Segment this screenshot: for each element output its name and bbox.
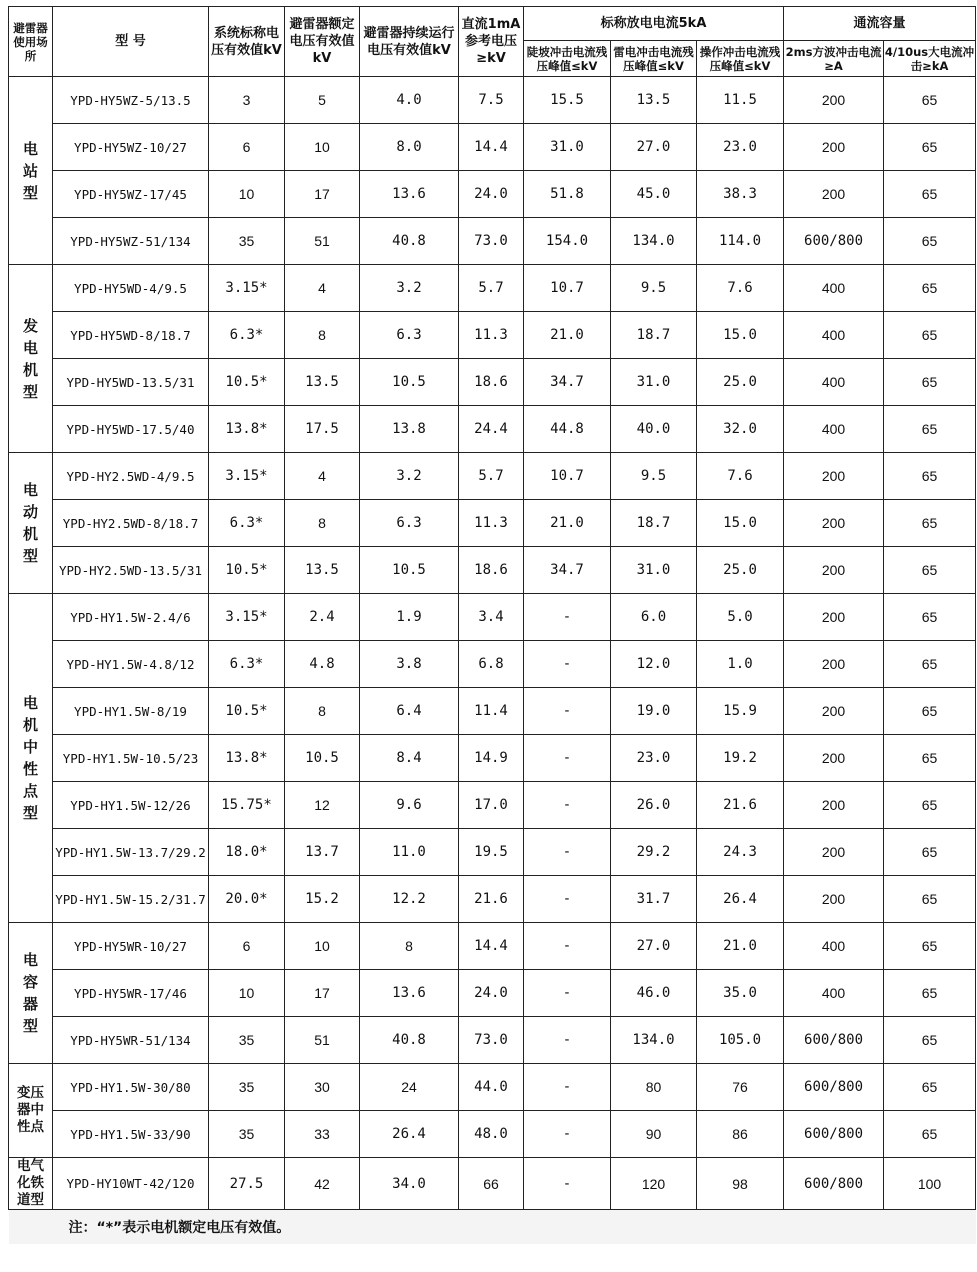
cell-continuous-voltage: 13.8 — [360, 406, 459, 453]
cell-system-voltage: 10.5* — [209, 547, 285, 594]
cell-dc-reference: 44.0 — [459, 1064, 524, 1111]
cell-rated-voltage: 8 — [285, 312, 360, 359]
cell-model: YPD-HY5WR-51/134 — [53, 1017, 209, 1064]
cell-model: YPD-HY5WR-17/46 — [53, 970, 209, 1017]
header-discharge-group: 标称放电电流5kA — [524, 7, 784, 41]
cell-switching-residual: 32.0 — [697, 406, 784, 453]
cell-switching-residual: 23.0 — [697, 124, 784, 171]
cell-continuous-voltage: 26.4 — [360, 1111, 459, 1158]
cell-continuous-voltage: 3.2 — [360, 453, 459, 500]
cell-system-voltage: 13.8* — [209, 406, 285, 453]
cell-switching-residual: 114.0 — [697, 218, 784, 265]
cell-high-current: 65 — [884, 500, 976, 547]
cell-continuous-voltage: 4.0 — [360, 77, 459, 124]
cell-lightning-residual: 18.7 — [611, 500, 697, 547]
cell-model: YPD-HY2.5WD-13.5/31 — [53, 547, 209, 594]
cell-model: YPD-HY5WZ-51/134 — [53, 218, 209, 265]
cell-continuous-voltage: 24 — [360, 1064, 459, 1111]
cell-steep-residual: 31.0 — [524, 124, 611, 171]
table-row — [9, 876, 976, 923]
cell-switching-residual: 105.0 — [697, 1017, 784, 1064]
cell-model: YPD-HY5WD-13.5/31 — [53, 359, 209, 406]
cell-dc-reference: 5.7 — [459, 453, 524, 500]
cell-dc-reference: 24.0 — [459, 970, 524, 1017]
cell-steep-residual: - — [524, 735, 611, 782]
header-model: 型 号 — [53, 7, 209, 77]
cell-continuous-voltage: 13.6 — [360, 970, 459, 1017]
cell-switching-residual: 25.0 — [697, 359, 784, 406]
cell-lightning-residual: 26.0 — [611, 782, 697, 829]
table-row — [9, 218, 976, 265]
cell-square-wave-current: 200 — [784, 171, 884, 218]
cell-high-current: 65 — [884, 876, 976, 923]
footnote: 注：“*”表示电机额定电压有效值。 — [9, 1210, 976, 1245]
cell-dc-reference: 73.0 — [459, 218, 524, 265]
cell-dc-reference: 19.5 — [459, 829, 524, 876]
cell-dc-reference: 5.7 — [459, 265, 524, 312]
cell-switching-residual: 86 — [697, 1111, 784, 1158]
cell-lightning-residual: 12.0 — [611, 641, 697, 688]
spec-table-sheet — [8, 6, 976, 1244]
cell-system-voltage: 10 — [209, 970, 285, 1017]
cell-high-current: 65 — [884, 970, 976, 1017]
cell-switching-residual: 38.3 — [697, 171, 784, 218]
cell-lightning-residual: 134.0 — [611, 1017, 697, 1064]
cell-lightning-residual: 9.5 — [611, 453, 697, 500]
table-row — [9, 641, 976, 688]
cell-high-current: 65 — [884, 547, 976, 594]
cell-square-wave-current: 200 — [784, 453, 884, 500]
table-row — [9, 359, 976, 406]
cell-switching-residual: 26.4 — [697, 876, 784, 923]
cell-steep-residual: 15.5 — [524, 77, 611, 124]
cell-dc-reference: 14.4 — [459, 923, 524, 970]
cell-continuous-voltage: 10.5 — [360, 359, 459, 406]
cell-square-wave-current: 200 — [784, 735, 884, 782]
cell-high-current: 65 — [884, 359, 976, 406]
cell-rated-voltage: 42 — [285, 1158, 360, 1210]
cell-rated-voltage: 8 — [285, 688, 360, 735]
cell-square-wave-current: 200 — [784, 547, 884, 594]
cell-model: YPD-HY1.5W-30/80 — [53, 1064, 209, 1111]
cell-continuous-voltage: 9.6 — [360, 782, 459, 829]
cell-square-wave-current: 200 — [784, 829, 884, 876]
table-row — [9, 77, 976, 124]
cell-system-voltage: 6.3* — [209, 641, 285, 688]
cell-rated-voltage: 15.2 — [285, 876, 360, 923]
cell-switching-residual: 25.0 — [697, 547, 784, 594]
table-row — [9, 406, 976, 453]
table-row — [9, 1158, 976, 1210]
cell-steep-residual: 154.0 — [524, 218, 611, 265]
cell-continuous-voltage: 40.8 — [360, 1017, 459, 1064]
table-row — [9, 171, 976, 218]
cell-rated-voltage: 13.5 — [285, 359, 360, 406]
cell-continuous-voltage: 10.5 — [360, 547, 459, 594]
cell-rated-voltage: 8 — [285, 500, 360, 547]
cell-high-current: 65 — [884, 453, 976, 500]
header-switching: 操作冲击电流残压峰值≤kV — [697, 41, 784, 77]
cell-continuous-voltage: 8.0 — [360, 124, 459, 171]
cell-high-current: 65 — [884, 171, 976, 218]
cell-model: YPD-HY5WD-4/9.5 — [53, 265, 209, 312]
cell-model: YPD-HY10WT-42/120 — [53, 1158, 209, 1210]
cell-lightning-residual: 6.0 — [611, 594, 697, 641]
cell-lightning-residual: 27.0 — [611, 923, 697, 970]
cell-switching-residual: 19.2 — [697, 735, 784, 782]
cell-model: YPD-HY1.5W-12/26 — [53, 782, 209, 829]
table-row — [9, 970, 976, 1017]
table-body — [9, 77, 976, 1210]
cell-continuous-voltage: 3.2 — [360, 265, 459, 312]
header-system-voltage: 系统标称电压有效值kV — [209, 7, 285, 77]
cell-continuous-voltage: 6.3 — [360, 312, 459, 359]
cell-dc-reference: 14.4 — [459, 124, 524, 171]
cell-rated-voltage: 33 — [285, 1111, 360, 1158]
cell-switching-residual: 11.5 — [697, 77, 784, 124]
cell-rated-voltage: 5 — [285, 77, 360, 124]
cell-square-wave-current: 400 — [784, 406, 884, 453]
cell-system-voltage: 35 — [209, 1111, 285, 1158]
category-label: 变压 器中 性点 — [9, 1064, 53, 1158]
cell-square-wave-current: 400 — [784, 265, 884, 312]
table-row — [9, 688, 976, 735]
cell-steep-residual: - — [524, 641, 611, 688]
cell-rated-voltage: 4 — [285, 265, 360, 312]
table-row — [9, 829, 976, 876]
cell-dc-reference: 3.4 — [459, 594, 524, 641]
cell-model: YPD-HY5WD-8/18.7 — [53, 312, 209, 359]
table-row — [9, 1064, 976, 1111]
cell-steep-residual: - — [524, 594, 611, 641]
cell-dc-reference: 11.3 — [459, 500, 524, 547]
cell-dc-reference: 18.6 — [459, 359, 524, 406]
cell-square-wave-current: 200 — [784, 876, 884, 923]
cell-square-wave-current: 200 — [784, 500, 884, 547]
cell-dc-reference: 14.9 — [459, 735, 524, 782]
cell-steep-residual: 21.0 — [524, 500, 611, 547]
cell-dc-reference: 7.5 — [459, 77, 524, 124]
cell-system-voltage: 10 — [209, 171, 285, 218]
cell-rated-voltage: 30 — [285, 1064, 360, 1111]
cell-steep-residual: 10.7 — [524, 265, 611, 312]
cell-switching-residual: 5.0 — [697, 594, 784, 641]
cell-square-wave-current: 200 — [784, 782, 884, 829]
cell-model: YPD-HY1.5W-2.4/6 — [53, 594, 209, 641]
category-label: 电气 化铁 道型 — [9, 1158, 53, 1210]
cell-rated-voltage: 51 — [285, 218, 360, 265]
cell-high-current: 65 — [884, 218, 976, 265]
header-dc-reference: 直流1mA参考电压≥kV — [459, 7, 524, 77]
cell-lightning-residual: 120 — [611, 1158, 697, 1210]
table-row — [9, 500, 976, 547]
cell-switching-residual: 21.0 — [697, 923, 784, 970]
cell-high-current: 65 — [884, 594, 976, 641]
cell-steep-residual: 51.8 — [524, 171, 611, 218]
cell-switching-residual: 35.0 — [697, 970, 784, 1017]
table-row — [9, 782, 976, 829]
table-row — [9, 923, 976, 970]
cell-lightning-residual: 90 — [611, 1111, 697, 1158]
cell-rated-voltage: 17 — [285, 970, 360, 1017]
cell-steep-residual: - — [524, 970, 611, 1017]
cell-high-current: 65 — [884, 688, 976, 735]
cell-dc-reference: 66 — [459, 1158, 524, 1210]
cell-model: YPD-HY5WZ-5/13.5 — [53, 77, 209, 124]
category-label: 发 电 机 型 — [9, 265, 53, 453]
cell-model: YPD-HY1.5W-10.5/23 — [53, 735, 209, 782]
cell-continuous-voltage: 1.9 — [360, 594, 459, 641]
cell-rated-voltage: 4.8 — [285, 641, 360, 688]
cell-switching-residual: 1.0 — [697, 641, 784, 688]
header-steep: 陡坡冲击电流残压峰值≤kV — [524, 41, 611, 77]
cell-square-wave-current: 400 — [784, 970, 884, 1017]
cell-system-voltage: 15.75* — [209, 782, 285, 829]
cell-lightning-residual: 40.0 — [611, 406, 697, 453]
cell-switching-residual: 76 — [697, 1064, 784, 1111]
cell-system-voltage: 6 — [209, 124, 285, 171]
cell-dc-reference: 18.6 — [459, 547, 524, 594]
cell-system-voltage: 35 — [209, 218, 285, 265]
cell-continuous-voltage: 34.0 — [360, 1158, 459, 1210]
cell-model: YPD-HY2.5WD-4/9.5 — [53, 453, 209, 500]
cell-dc-reference: 48.0 — [459, 1111, 524, 1158]
cell-square-wave-current: 400 — [784, 312, 884, 359]
cell-rated-voltage: 51 — [285, 1017, 360, 1064]
cell-rated-voltage: 10.5 — [285, 735, 360, 782]
cell-steep-residual: - — [524, 1111, 611, 1158]
cell-rated-voltage: 17 — [285, 171, 360, 218]
cell-lightning-residual: 19.0 — [611, 688, 697, 735]
cell-lightning-residual: 45.0 — [611, 171, 697, 218]
table-row — [9, 453, 976, 500]
cell-high-current: 100 — [884, 1158, 976, 1210]
cell-system-voltage: 6.3* — [209, 500, 285, 547]
cell-switching-residual: 21.6 — [697, 782, 784, 829]
cell-lightning-residual: 46.0 — [611, 970, 697, 1017]
cell-rated-voltage: 13.5 — [285, 547, 360, 594]
cell-square-wave-current: 200 — [784, 77, 884, 124]
cell-rated-voltage: 12 — [285, 782, 360, 829]
cell-high-current: 65 — [884, 641, 976, 688]
cell-lightning-residual: 134.0 — [611, 218, 697, 265]
cell-lightning-residual: 27.0 — [611, 124, 697, 171]
cell-high-current: 65 — [884, 923, 976, 970]
cell-high-current: 65 — [884, 782, 976, 829]
header-lightning: 雷电冲击电流残压峰值≤kV — [611, 41, 697, 77]
cell-system-voltage: 10.5* — [209, 688, 285, 735]
header-high-current: 4/10us大电流冲击≥kA — [884, 41, 976, 77]
cell-steep-residual: 34.7 — [524, 359, 611, 406]
table-row — [9, 312, 976, 359]
cell-switching-residual: 24.3 — [697, 829, 784, 876]
header-capacity-group: 通流容量 — [784, 7, 976, 41]
cell-steep-residual: - — [524, 923, 611, 970]
cell-continuous-voltage: 3.8 — [360, 641, 459, 688]
cell-switching-residual: 7.6 — [697, 265, 784, 312]
cell-high-current: 65 — [884, 265, 976, 312]
cell-lightning-residual: 31.7 — [611, 876, 697, 923]
table-row — [9, 547, 976, 594]
category-label: 电 动 机 型 — [9, 453, 53, 594]
cell-system-voltage: 10.5* — [209, 359, 285, 406]
cell-system-voltage: 13.8* — [209, 735, 285, 782]
cell-rated-voltage: 2.4 — [285, 594, 360, 641]
cell-model: YPD-HY1.5W-15.2/31.7 — [53, 876, 209, 923]
cell-model: YPD-HY1.5W-33/90 — [53, 1111, 209, 1158]
cell-steep-residual: - — [524, 782, 611, 829]
cell-lightning-residual: 31.0 — [611, 547, 697, 594]
cell-high-current: 65 — [884, 312, 976, 359]
table-row — [9, 735, 976, 782]
cell-model: YPD-HY5WR-10/27 — [53, 923, 209, 970]
cell-system-voltage: 3.15* — [209, 594, 285, 641]
cell-dc-reference: 24.4 — [459, 406, 524, 453]
table-row — [9, 1111, 976, 1158]
cell-system-voltage: 3 — [209, 77, 285, 124]
cell-switching-residual: 15.9 — [697, 688, 784, 735]
cell-model: YPD-HY1.5W-8/19 — [53, 688, 209, 735]
header-continuous-voltage: 避雷器持续运行电压有效值kV — [360, 7, 459, 77]
cell-switching-residual: 15.0 — [697, 312, 784, 359]
cell-continuous-voltage: 8 — [360, 923, 459, 970]
cell-lightning-residual: 29.2 — [611, 829, 697, 876]
cell-system-voltage: 18.0* — [209, 829, 285, 876]
cell-high-current: 65 — [884, 124, 976, 171]
cell-switching-residual: 7.6 — [697, 453, 784, 500]
cell-dc-reference: 11.3 — [459, 312, 524, 359]
cell-continuous-voltage: 12.2 — [360, 876, 459, 923]
cell-lightning-residual: 23.0 — [611, 735, 697, 782]
cell-high-current: 65 — [884, 735, 976, 782]
cell-rated-voltage: 4 — [285, 453, 360, 500]
cell-dc-reference: 11.4 — [459, 688, 524, 735]
cell-steep-residual: - — [524, 1158, 611, 1210]
cell-rated-voltage: 17.5 — [285, 406, 360, 453]
cell-rated-voltage: 10 — [285, 923, 360, 970]
table-row — [9, 1017, 976, 1064]
cell-system-voltage: 6.3* — [209, 312, 285, 359]
category-label: 电 机 中 性 点 型 — [9, 594, 53, 923]
cell-steep-residual: - — [524, 876, 611, 923]
cell-rated-voltage: 10 — [285, 124, 360, 171]
cell-rated-voltage: 13.7 — [285, 829, 360, 876]
cell-lightning-residual: 13.5 — [611, 77, 697, 124]
cell-switching-residual: 15.0 — [697, 500, 784, 547]
cell-square-wave-current: 200 — [784, 641, 884, 688]
category-label: 电 容 器 型 — [9, 923, 53, 1064]
cell-square-wave-current: 600/800 — [784, 1017, 884, 1064]
cell-square-wave-current: 600/800 — [784, 1064, 884, 1111]
cell-dc-reference: 73.0 — [459, 1017, 524, 1064]
cell-steep-residual: - — [524, 829, 611, 876]
cell-high-current: 65 — [884, 829, 976, 876]
cell-dc-reference: 17.0 — [459, 782, 524, 829]
cell-continuous-voltage: 40.8 — [360, 218, 459, 265]
cell-square-wave-current: 600/800 — [784, 1111, 884, 1158]
cell-high-current: 65 — [884, 1064, 976, 1111]
cell-continuous-voltage: 6.4 — [360, 688, 459, 735]
cell-system-voltage: 3.15* — [209, 265, 285, 312]
cell-switching-residual: 98 — [697, 1158, 784, 1210]
table-row — [9, 265, 976, 312]
cell-model: YPD-HY1.5W-13.7/29.2 — [53, 829, 209, 876]
cell-square-wave-current: 400 — [784, 923, 884, 970]
cell-dc-reference: 24.0 — [459, 171, 524, 218]
table-row — [9, 124, 976, 171]
cell-model: YPD-HY2.5WD-8/18.7 — [53, 500, 209, 547]
cell-high-current: 65 — [884, 1017, 976, 1064]
cell-continuous-voltage: 8.4 — [360, 735, 459, 782]
cell-system-voltage: 3.15* — [209, 453, 285, 500]
cell-lightning-residual: 80 — [611, 1064, 697, 1111]
header-location: 避雷器使用场所 — [9, 7, 53, 77]
cell-model: YPD-HY5WZ-17/45 — [53, 171, 209, 218]
cell-square-wave-current: 200 — [784, 124, 884, 171]
cell-steep-residual: 44.8 — [524, 406, 611, 453]
cell-lightning-residual: 31.0 — [611, 359, 697, 406]
cell-continuous-voltage: 13.6 — [360, 171, 459, 218]
cell-high-current: 65 — [884, 77, 976, 124]
cell-system-voltage: 6 — [209, 923, 285, 970]
cell-steep-residual: - — [524, 688, 611, 735]
cell-model: YPD-HY5WZ-10/27 — [53, 124, 209, 171]
cell-square-wave-current: 600/800 — [784, 218, 884, 265]
cell-steep-residual: - — [524, 1017, 611, 1064]
cell-steep-residual: 34.7 — [524, 547, 611, 594]
arrester-spec-table — [8, 6, 976, 1244]
category-label: 电 站 型 — [9, 77, 53, 265]
cell-square-wave-current: 600/800 — [784, 1158, 884, 1210]
header-square-wave: 2ms方波冲击电流≥A — [784, 41, 884, 77]
cell-square-wave-current: 200 — [784, 688, 884, 735]
cell-system-voltage: 35 — [209, 1064, 285, 1111]
cell-system-voltage: 35 — [209, 1017, 285, 1064]
cell-system-voltage: 27.5 — [209, 1158, 285, 1210]
cell-square-wave-current: 200 — [784, 594, 884, 641]
cell-system-voltage: 20.0* — [209, 876, 285, 923]
cell-steep-residual: 21.0 — [524, 312, 611, 359]
cell-steep-residual: 10.7 — [524, 453, 611, 500]
cell-square-wave-current: 400 — [784, 359, 884, 406]
header-rated-voltage: 避雷器额定电压有效值kV — [285, 7, 360, 77]
cell-continuous-voltage: 6.3 — [360, 500, 459, 547]
cell-dc-reference: 6.8 — [459, 641, 524, 688]
cell-model: YPD-HY1.5W-4.8/12 — [53, 641, 209, 688]
cell-lightning-residual: 18.7 — [611, 312, 697, 359]
cell-lightning-residual: 9.5 — [611, 265, 697, 312]
cell-steep-residual: - — [524, 1064, 611, 1111]
cell-dc-reference: 21.6 — [459, 876, 524, 923]
table-row — [9, 594, 976, 641]
cell-high-current: 65 — [884, 406, 976, 453]
cell-high-current: 65 — [884, 1111, 976, 1158]
cell-model: YPD-HY5WD-17.5/40 — [53, 406, 209, 453]
cell-continuous-voltage: 11.0 — [360, 829, 459, 876]
